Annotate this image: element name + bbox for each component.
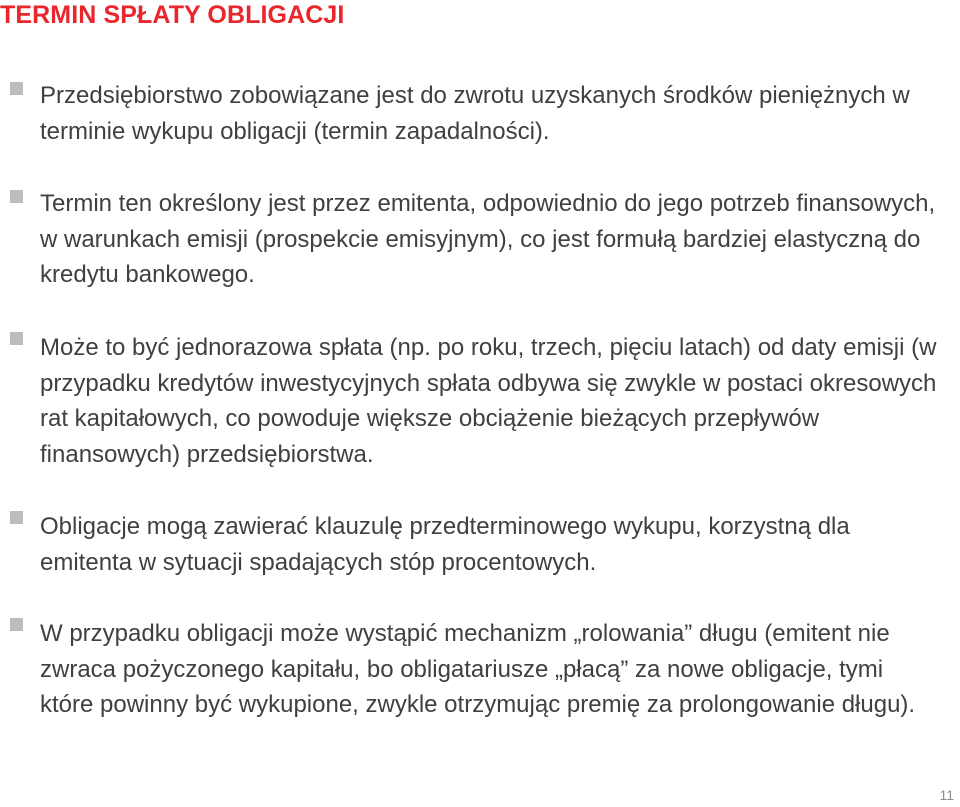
bullet-text: Może to być jednorazowa spłata (np. po roku, trzech, pięciu latach) od daty emisji (w przypadku kredytów inwestycyjnych spłata odbywa się zwykle w postaci okresowych rat kapitałowych, co powoduje większe obciążenie bieżących przepływów finansowych) przedsiębiorstwa. <box>40 334 937 468</box>
square-bullet-icon <box>10 618 23 631</box>
page-number: 11 <box>939 787 954 803</box>
square-bullet-icon <box>10 190 23 203</box>
bullet-text: Obligacje mogą zawierać klauzulę przedterminowego wykupu, korzystną dla emitenta w sytuacji spadających stóp procentowych. <box>40 513 850 576</box>
square-bullet-icon <box>10 332 23 345</box>
bullet-text: Termin ten określony jest przez emitenta, odpowiednio do jego potrzeb finansowych, w warunkach emisji (prospekcie emisyjnym), co jest formułą bardziej elastyczną do kredytu bankowego. <box>40 190 936 288</box>
square-bullet-icon <box>10 82 23 95</box>
square-bullet-icon <box>10 511 23 524</box>
bullet-text: Przedsiębiorstwo zobowiązane jest do zwrotu uzyskanych środków pieniężnych w terminie wykupu obligacji (termin zapadalności). <box>40 82 910 145</box>
slide-title: TERMIN SPŁATY OBLIGACJI <box>0 1 345 29</box>
bullet-text: W przypadku obligacji może wystąpić mechanizm „rolowania” długu (emitent nie zwraca pożyczonego kapitału, bo obligatariusze „płacą” za nowe obligacje, tymi które powinny być wykupione, zwykle otrzymując premię za prolongowanie długu). <box>40 620 916 718</box>
